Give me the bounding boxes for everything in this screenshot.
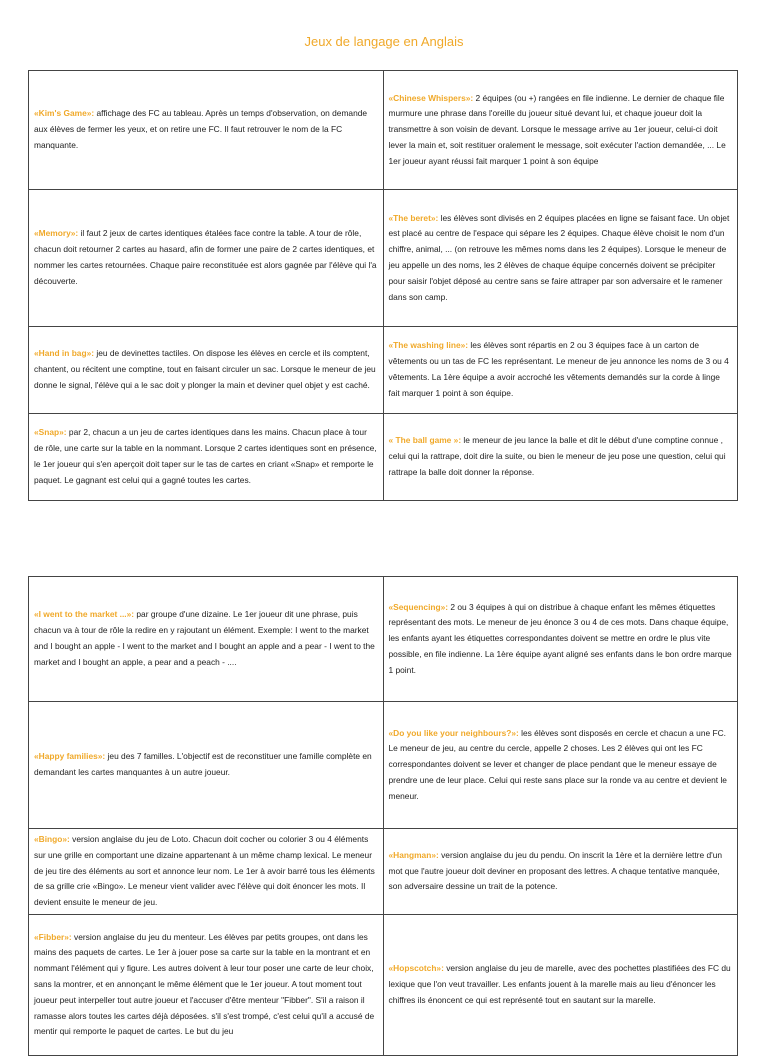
game-cell bbox=[29, 577, 384, 702]
game-description: version anglaise du jeu du pendu. On inscrit la 1ère et la dernière lettre d'un mot que l'autre joueur doit deviner en proposant des lettres. A chaque tentative manquée, son adversaire dessine un trait de la potence. bbox=[388, 849, 723, 892]
game-cell bbox=[383, 914, 738, 1055]
game-name: «Chinese Whispers»: bbox=[388, 92, 474, 103]
game-cell bbox=[383, 577, 738, 702]
game-cell bbox=[383, 702, 738, 829]
game-cell bbox=[29, 71, 384, 190]
game-name: «Memory»: bbox=[34, 228, 79, 239]
game-description: le meneur de jeu lance la balle et dit le début d'une comptine connue , celui qui la rattrape, doit dire la suite, ou bien le meneur de jeu pose une question, celui qui rattrape la balle doit donner la réponse. bbox=[388, 435, 726, 477]
game-cell bbox=[29, 914, 384, 1055]
games-table-1 bbox=[28, 70, 738, 501]
game-cell bbox=[29, 327, 384, 414]
game-name: «Snap»: bbox=[34, 427, 67, 438]
game-name: «The washing line»: bbox=[388, 340, 469, 351]
game-description: version anglaise du jeu de Loto. Chacun doit cocher ou colorier 3 ou 4 éléments sur une grille en comportant une dizaine appartenant à un même champ lexical. Le meneur de jeu tire des éléments au sort et annonce leur nom. Le 1er à avoir barré tous les éléments de sa grille crie «Bingo». Le meneur vient valider avec l'élève qui doit énoncer les mots. Il devient ensuite le meneur de jeu. bbox=[34, 834, 375, 908]
table-row bbox=[29, 190, 738, 327]
game-description: par groupe d'une dizaine. Le 1er joueur dit une phrase, puis chacun va à tour de rôle la redire en y rajoutant un élément. Exemple: I went to the market and I bought an apple - I went to the market and I bought an apple and a pear - I went to the market and I bought an apple, a pear and a peach - .... bbox=[34, 609, 375, 667]
game-description: les élèves sont disposés en cercle et chacun a une FC. Le meneur de jeu, au centre du cercle, appelle 2 choses. Les 2 élèves qui ont les FC correspondantes doivent se lever et changer de place pendant que le meneur essaye de prendre une de leur place. Celui qui reste sans place sur la ronde va au centre et devient le meneur. bbox=[388, 727, 727, 801]
table-row bbox=[29, 71, 738, 190]
game-name: «Happy families»: bbox=[34, 751, 106, 762]
game-description: les élèves sont répartis en 2 ou 3 équipes face à un carton de vêtements ou un tas de FC les représentant. Le meneur de jeu annonce les noms de 3 ou 4 vêtements. La 1ère équipe a avoir accroché les vêtements demandés sur la corde à linge fait marquer 1 point à son équipe. bbox=[388, 340, 729, 398]
games-table-2 bbox=[28, 576, 738, 1056]
game-cell bbox=[383, 327, 738, 414]
game-description: les élèves sont divisés en 2 équipes placées en ligne se faisant face. Un objet est placé au centre de l'espace qui sépare les 2 équipes. Chaque élève choisit le nom d'un chiffre, animal, ... (on retrouve les mêmes noms dans les 2 équipes). Lorsque le meneur de jeu appelle un des noms, les 2 élèves de chaque équipe concernés doivent se précipiter pour saisir l'objet déposé au centre sans se faire attraper par son adversaire et le ramener dans son camp. bbox=[388, 212, 730, 302]
table-row bbox=[29, 414, 738, 501]
table-row bbox=[29, 702, 738, 829]
game-description: 2 ou 3 équipes à qui on distribue à chaque enfant les mêmes étiquettes représentant des mots. Le meneur de jeu énonce 3 ou 4 de ces mots. Dans chaque équipe, les enfants ayant les étiquettes correspondantes doivent se mettre en ordre le plus vite possible, en file indienne. La 1ère équipe ayant aligné ses enfants dans le bon ordre marque 1 point. bbox=[388, 601, 732, 675]
game-name: «Do you like your neighbours?»: bbox=[388, 727, 519, 738]
game-name: «The beret»: bbox=[388, 212, 439, 223]
game-cell bbox=[383, 414, 738, 501]
game-cell bbox=[29, 829, 384, 915]
game-description: jeu des 7 familles. L'objectif est de reconstituer une famille complète en demandant les cartes manquantes à un autre joueur. bbox=[34, 751, 372, 777]
table-row bbox=[29, 577, 738, 702]
game-cell bbox=[29, 190, 384, 327]
game-description: par 2, chacun a un jeu de cartes identiques dans les mains. Chacun place à tour de rôle, une carte sur la table en la nommant. Lorsque 2 cartes identiques sont en présence, le 1er joueur qui s'en aperçoit doit taper sur le tas de cartes en criant «Snap» et remporte le paquet. Le gagnant est celui qui a gagné toutes les cartes. bbox=[34, 427, 377, 485]
game-description: version anglaise du jeu du menteur. Les élèves par petits groupes, ont dans les mains des paquets de cartes. Le 1er à jouer pose sa carte sur la table en la montrant et en nommant l'élément qui y figure. Les autres doivent à leur tour poser une carte de leur choix, sans la montrer, et en annonçant le même élément que le 1er joueur. A tout moment tout joueur peut interpeller tout autre joueur et l'accuser d'être menteur "Fibber". S'il a raison il ramasse alors toutes les cartes déjà déposées. s'il s'est trompé, c'est celui qu'il a accusé de mentir qui remporte le paquet de cartes. Le but du jeu bbox=[34, 931, 375, 1037]
game-description: il faut 2 jeux de cartes identiques étalées face contre la table. A tour de rôle, chacun doit retourner 2 cartes au hasard, afin de former une paire de 2 cartes identiques, et nommer les cartes retournées. Chaque paire reconstituée est alors gagnée par l'élève qui l'a découverte. bbox=[34, 228, 377, 286]
game-name: «Kim's Game»: bbox=[34, 108, 95, 119]
game-name: « The ball game »: bbox=[388, 435, 462, 446]
game-description: affichage des FC au tableau. Après un temps d'observation, on demande aux élèves de fermer les yeux, et on retire une FC. Il faut retrouver le nom de la FC manquante. bbox=[34, 108, 368, 150]
game-name: «I went to the market ...»: bbox=[34, 609, 135, 620]
game-name: «Fibber»: bbox=[34, 931, 72, 942]
page-title: Jeux de langage en Anglais bbox=[304, 34, 464, 49]
game-name: «Hangman»: bbox=[388, 849, 439, 860]
table-row bbox=[29, 327, 738, 414]
game-cell bbox=[383, 190, 738, 327]
game-description: 2 équipes (ou +) rangées en file indienne. Le dernier de chaque file murmure une phrase dans l'oreille du joueur situé devant lui, et chaque joueur doit la transmettre à son voisin de devant. Lorsque le message arrive au 1er joueur, celui-ci doit lever la main et, soit restituer oralement le message, soit exécuter l'action demandée, ... Le 1er joueur ayant réussi fait marquer 1 point à son équipe bbox=[388, 92, 726, 166]
table-row bbox=[29, 914, 738, 1055]
game-name: «Sequencing»: bbox=[388, 601, 449, 612]
game-cell bbox=[383, 829, 738, 915]
game-description: version anglaise du jeu de marelle, avec des pochettes plastifiées des FC du lexique que l'on veut travailler. Les enfants jouent à la marelle mais au lieu d'énoncer les chiffres ils énoncent ce qui est représenté tout en sautant sur la marelle. bbox=[388, 963, 731, 1005]
game-cell bbox=[29, 414, 384, 501]
game-name: «Hand in bag»: bbox=[34, 348, 95, 359]
game-name: «Hopscotch»: bbox=[388, 963, 444, 974]
game-cell bbox=[383, 71, 738, 190]
game-cell bbox=[29, 702, 384, 829]
game-description: jeu de devinettes tactiles. On dispose les élèves en cercle et ils comptent, chantent, ou récitent une comptine, tout en faisant circuler un sac. Lorsque le meneur de jeu donne le signal, l'élève qui a le sac doit y plonger la main et deviner quel objet y est caché. bbox=[34, 348, 376, 390]
table-row bbox=[29, 829, 738, 915]
game-name: «Bingo»: bbox=[34, 834, 70, 844]
